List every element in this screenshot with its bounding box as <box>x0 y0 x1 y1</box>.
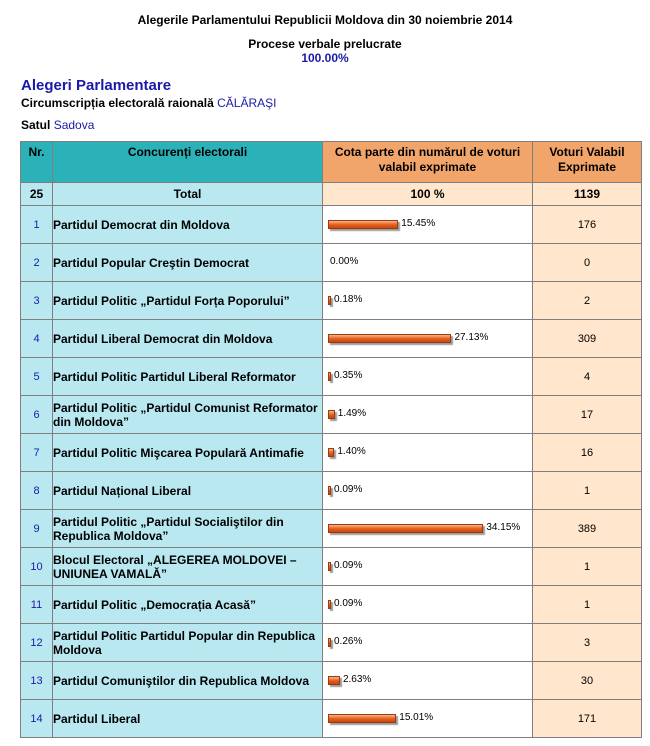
village-label: Satul <box>21 118 51 132</box>
share-cell <box>323 624 533 662</box>
table-row <box>21 396 642 434</box>
row-number-link[interactable]: 14 <box>21 700 53 738</box>
table-row <box>21 510 642 548</box>
share-cell <box>323 586 533 624</box>
share-label: 0.35% <box>334 370 363 381</box>
votes-value: 0 <box>533 244 642 282</box>
share-label: 27.13% <box>454 332 489 343</box>
header-nr: Nr. <box>21 142 53 183</box>
votes-value: 2 <box>533 282 642 320</box>
votes-value: 1 <box>533 472 642 510</box>
share-bar <box>328 410 335 419</box>
table-row <box>21 700 642 738</box>
share-bar <box>328 334 451 343</box>
row-number-link[interactable]: 1 <box>21 206 53 244</box>
share-label: 1.49% <box>337 408 367 419</box>
votes-value: 30 <box>533 662 642 700</box>
table-row <box>21 472 642 510</box>
row-number-link[interactable]: 8 <box>21 472 53 510</box>
table-row <box>21 662 642 700</box>
share-label: 1.40% <box>337 446 366 457</box>
share-cell <box>323 434 533 472</box>
total-row <box>21 183 642 206</box>
share-cell <box>323 282 533 320</box>
share-label: 0.00% <box>330 256 359 267</box>
row-number-link[interactable]: 9 <box>21 510 53 548</box>
share-bar <box>328 600 331 609</box>
table-row <box>21 320 642 358</box>
circumscription-label: Circumscripția electorală raională <box>21 96 214 110</box>
share-cell <box>323 472 533 510</box>
votes-value: 389 <box>533 510 642 548</box>
share-bar <box>328 372 331 381</box>
share-label: 15.01% <box>399 712 434 723</box>
share-bar <box>328 638 331 647</box>
competitor-name: Partidul Popular Creştin Democrat <box>53 244 323 282</box>
votes-value: 1 <box>533 586 642 624</box>
votes-value: 16 <box>533 434 642 472</box>
row-number-link[interactable]: 10 <box>21 548 53 586</box>
share-bar <box>328 296 331 305</box>
share-label: 0.26% <box>334 636 363 647</box>
results-table <box>20 141 642 738</box>
votes-value: 309 <box>533 320 642 358</box>
row-number-link[interactable]: 3 <box>21 282 53 320</box>
competitor-name: Partidul Politic „Partidul Socialiştilor din Republica Moldova” <box>53 510 323 548</box>
share-cell <box>323 244 533 282</box>
total-nr: 25 <box>21 183 53 206</box>
row-number-link[interactable]: 7 <box>21 434 53 472</box>
row-number-link[interactable]: 13 <box>21 662 53 700</box>
share-label: 2.63% <box>342 674 372 685</box>
page-title: Alegerile Parlamentului Republicii Moldova din 30 noiembrie 2014 <box>137 13 513 27</box>
share-label: 34.15% <box>486 522 521 533</box>
competitor-name: Partidul Politic Partidul Popular din Republica Moldova <box>53 624 323 662</box>
share-label: 15.45% <box>401 218 436 229</box>
total-votes: 1139 <box>533 183 642 206</box>
header-share: Cota parte din numărul de voturi valabil exprimate <box>323 142 533 183</box>
share-cell <box>323 548 533 586</box>
share-label: 0.09% <box>334 560 363 571</box>
competitor-name: Partidul Politic Mişcarea Populară Antimafie <box>53 434 323 472</box>
share-bar <box>328 714 396 723</box>
share-bar <box>328 486 331 495</box>
table-row <box>21 206 642 244</box>
votes-value: 176 <box>533 206 642 244</box>
share-cell <box>323 510 533 548</box>
processed-subtitle: Procese verbale prelucrate <box>248 37 402 51</box>
village-link[interactable]: Sadova <box>53 118 95 132</box>
share-cell <box>323 358 533 396</box>
table-row <box>21 624 642 662</box>
share-bar <box>328 562 331 571</box>
competitor-name: Partidul Comuniştilor din Republica Moldova <box>53 662 323 700</box>
header-votes: Voturi Valabil Exprimate <box>533 142 642 183</box>
votes-value: 171 <box>533 700 642 738</box>
circumscription-line <box>21 96 276 110</box>
table-header-row <box>21 142 642 183</box>
share-cell <box>323 396 533 434</box>
share-bar <box>328 524 483 533</box>
row-number-link[interactable]: 12 <box>21 624 53 662</box>
row-number-link[interactable]: 4 <box>21 320 53 358</box>
competitor-name: Partidul Liberal <box>53 700 323 738</box>
competitor-name: Partidul Național Liberal <box>53 472 323 510</box>
share-bar <box>328 448 334 457</box>
votes-value: 17 <box>533 396 642 434</box>
processed-percent: 100.00% <box>301 51 349 65</box>
total-percent: 100 % <box>323 183 533 206</box>
row-number-link[interactable]: 6 <box>21 396 53 434</box>
row-number-link[interactable]: 2 <box>21 244 53 282</box>
competitor-name: Partidul Democrat din Moldova <box>53 206 323 244</box>
table-row <box>21 548 642 586</box>
section-title: Alegeri Parlamentare <box>21 77 172 94</box>
circumscription-link[interactable]: CĂLĂRAŞI <box>217 96 277 110</box>
competitor-name: Partidul Liberal Democrat din Moldova <box>53 320 323 358</box>
votes-value: 3 <box>533 624 642 662</box>
share-bar <box>328 676 340 685</box>
competitor-name: Partidul Politic „Partidul Comunist Reformator din Moldova” <box>53 396 323 434</box>
total-label: Total <box>53 183 323 206</box>
table-row <box>21 358 642 396</box>
row-number-link[interactable]: 5 <box>21 358 53 396</box>
competitor-name: Partidul Politic „Democrația Acasă” <box>53 586 323 624</box>
share-cell <box>323 320 533 358</box>
votes-value: 1 <box>533 548 642 586</box>
share-label: 0.09% <box>334 484 363 495</box>
village-line <box>21 118 94 132</box>
votes-value: 4 <box>533 358 642 396</box>
share-cell <box>323 662 533 700</box>
table-row <box>21 586 642 624</box>
table-row <box>21 282 642 320</box>
share-cell <box>323 206 533 244</box>
share-bar <box>328 220 398 229</box>
share-label: 0.09% <box>334 598 363 609</box>
competitor-name: Blocul Electoral „ALEGEREA MOLDOVEI – UNIUNEA VAMALĂ” <box>53 548 323 586</box>
header-competitors: Concurenți electorali <box>53 142 323 183</box>
competitor-name: Partidul Politic „Partidul Forța Poporului” <box>53 282 323 320</box>
table-row <box>21 434 642 472</box>
table-row <box>21 244 642 282</box>
share-label: 0.18% <box>334 294 363 305</box>
share-cell <box>323 700 533 738</box>
competitor-name: Partidul Politic Partidul Liberal Reformator <box>53 358 323 396</box>
row-number-link[interactable]: 11 <box>21 586 53 624</box>
